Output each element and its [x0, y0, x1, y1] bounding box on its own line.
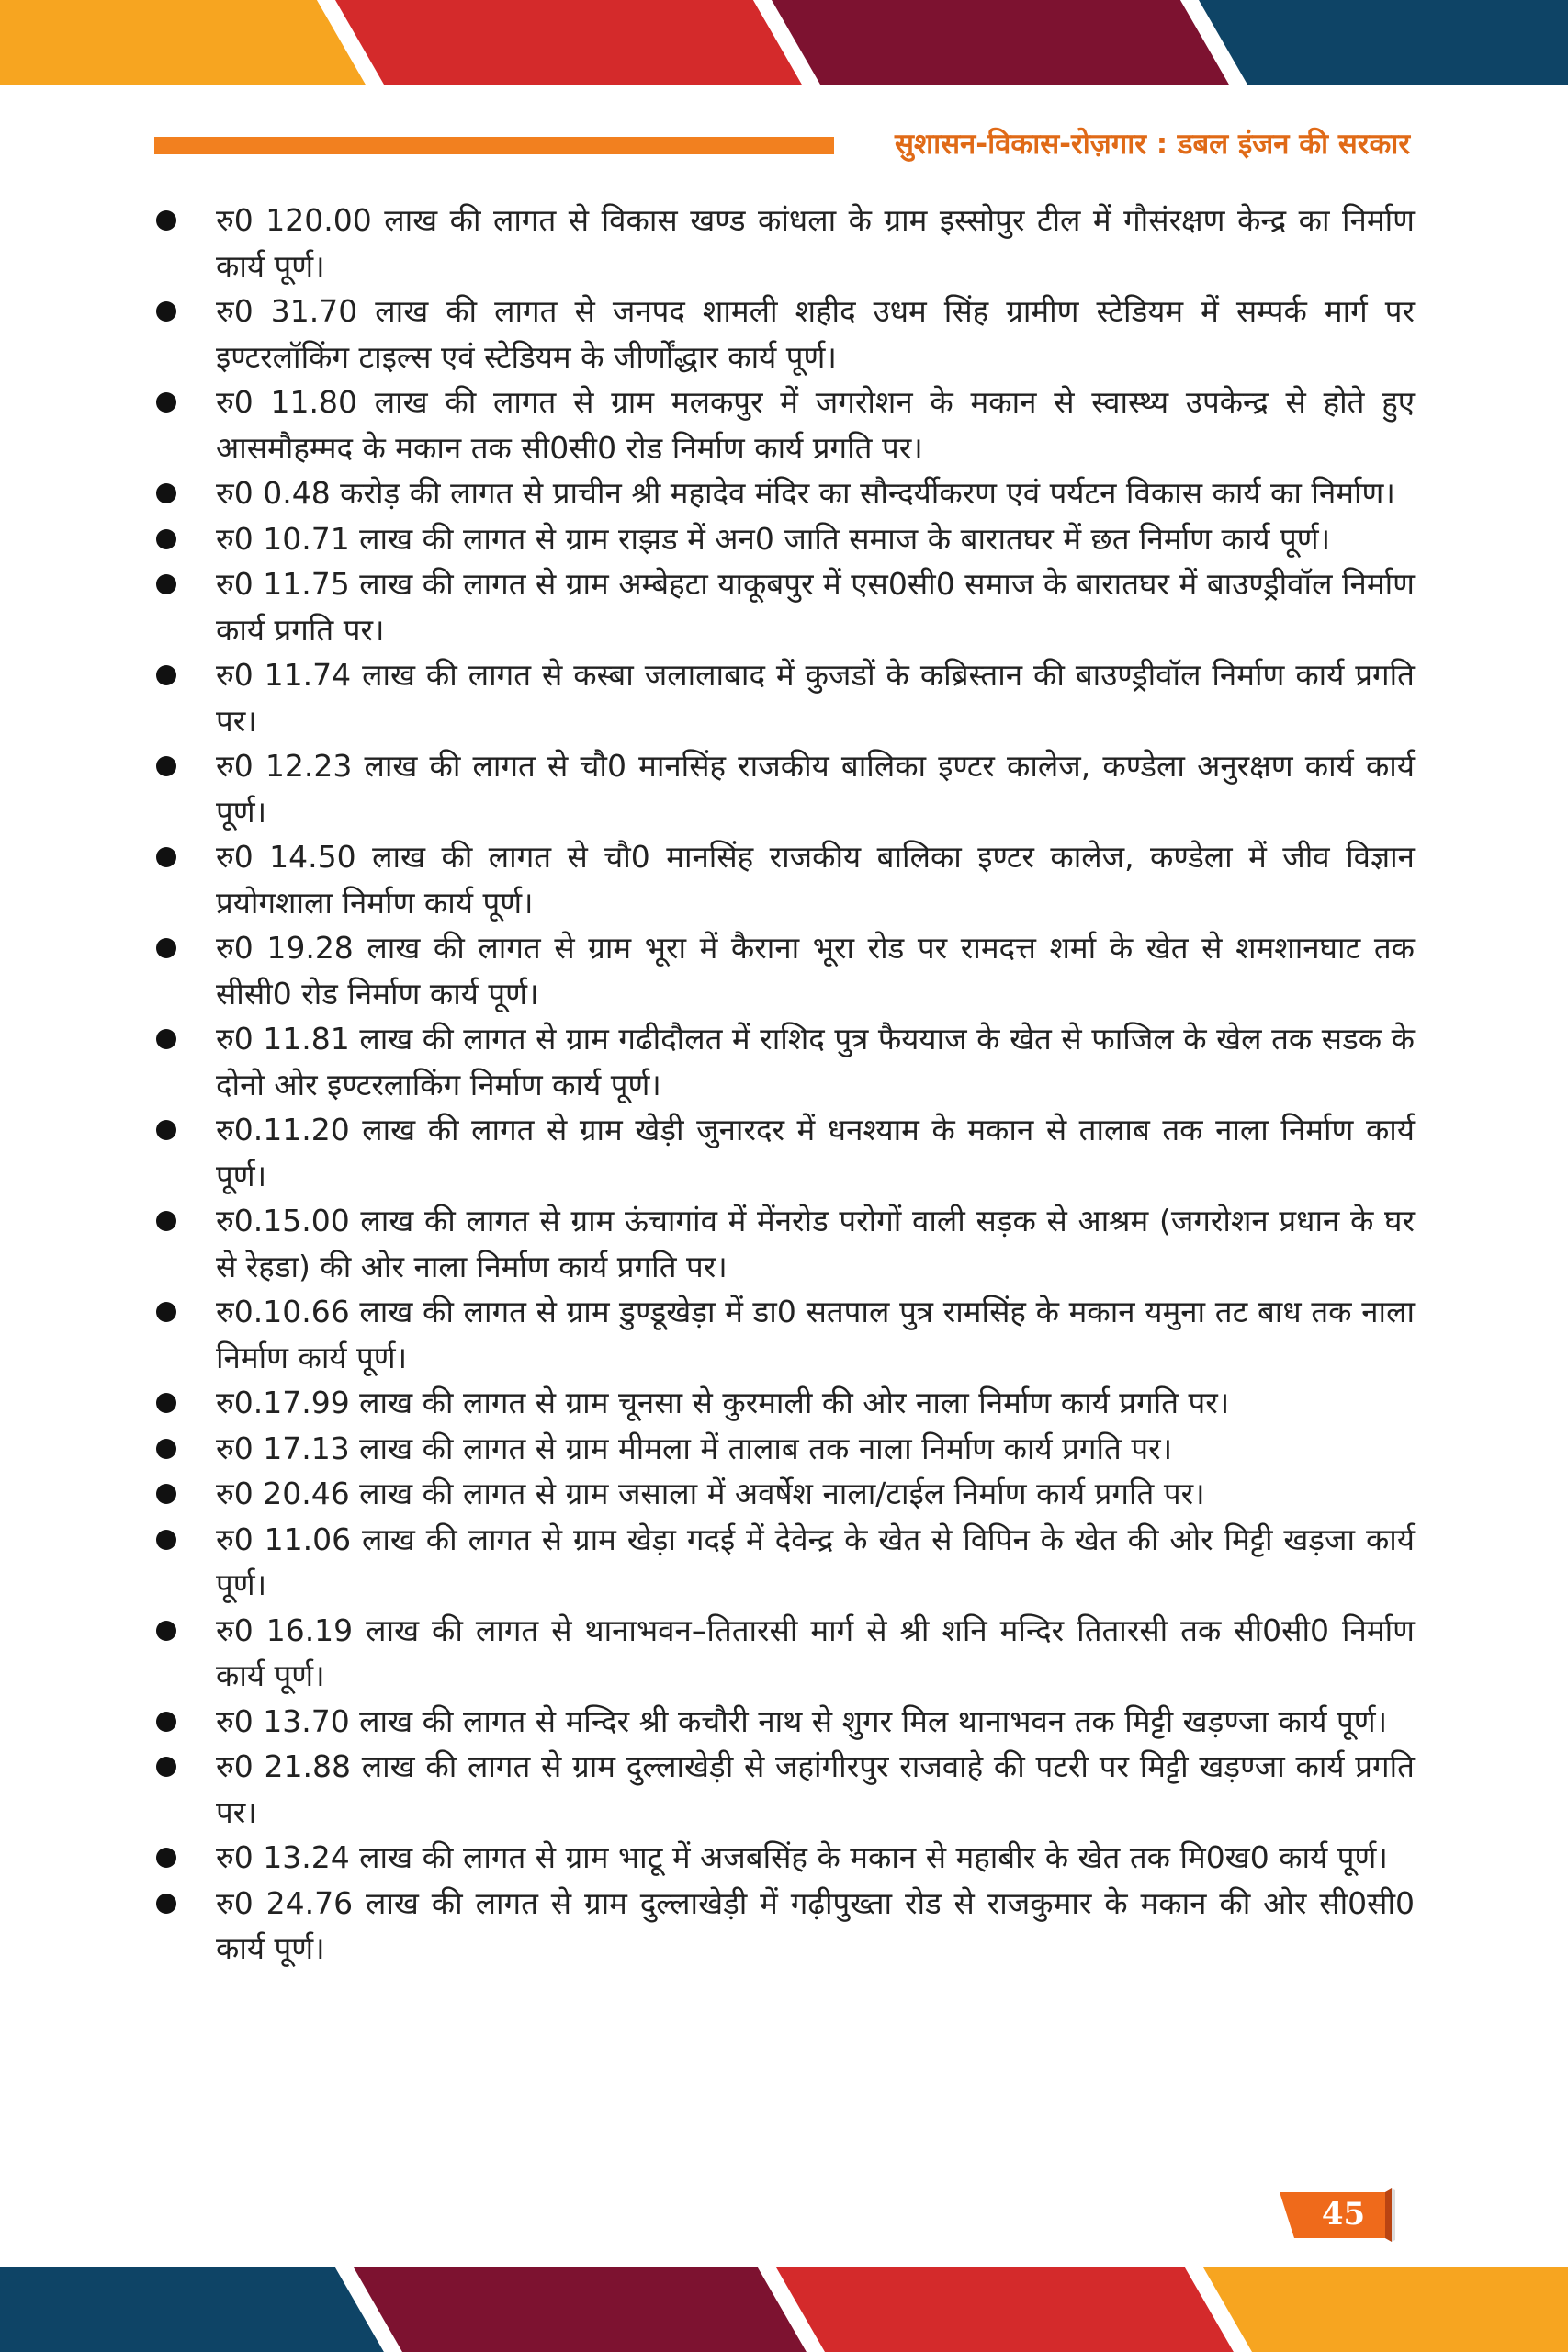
bullet-icon [156, 1894, 176, 1914]
bullet-icon [156, 1120, 176, 1140]
list-item [147, 561, 1415, 652]
top-band-orange [0, 0, 366, 85]
bullet-icon [156, 1029, 176, 1049]
list-item-text: रु0 13.24 लाख की लागत से ग्राम भाटू में अजबसिंह के मकान से महाबीर के खेत तक मि0ख0 कार्य पूर्ण। [216, 1839, 1388, 1875]
list-item [147, 1699, 1415, 1745]
list-item-text: रु0.11.20 लाख की लागत से ग्राम खेड़ी जुनारदर में धनश्याम के मकान से तालाब तक नाला निर्माण कार्य पूर्ण। [216, 1112, 1415, 1193]
bullet-icon [156, 529, 176, 549]
list-item [147, 1289, 1415, 1380]
list-item [147, 1517, 1415, 1608]
page-number: 45 [1321, 2196, 1366, 2233]
bullet-icon [156, 301, 176, 322]
list-item [147, 470, 1415, 516]
bottom-band-maroon [354, 2267, 807, 2352]
bullet-icon [156, 756, 176, 776]
list-item-text: रु0 13.70 लाख की लागत से मन्दिर श्री कचौरी नाथ से शुगर मिल थानाभवन तक मिट्टी खड़ण्जा कार्य पूर्ण। [216, 1702, 1388, 1739]
list-item-text: रु0 31.70 लाख की लागत से जनपद शामली शहीद उधम सिंह ग्रामीण स्टेडियम में सम्पर्क मार्ग पर इण्टरलॉकिंग टाइल्स एवं स्टेडियम के जीर्णोंद्धार कार्य पूर्ण। [216, 293, 1415, 375]
bullet-icon [156, 938, 176, 958]
list-item [147, 1744, 1415, 1835]
list-item [147, 1881, 1415, 1972]
bottom-band-orange [1203, 2267, 1568, 2352]
top-band-maroon [772, 0, 1229, 85]
list-item [147, 1471, 1415, 1517]
bullet-icon [156, 1530, 176, 1550]
bottom-band-red [776, 2267, 1234, 2352]
list-item-text: रु0 16.19 लाख की लागत से थानाभवन–तितारसी मार्ग से श्री शनि मन्दिर तितारसी तक सी0सी0 निर्माण कार्य पूर्ण। [216, 1611, 1415, 1693]
list-item-text: रु0 11.75 लाख की लागत से ग्राम अम्बेहटा याकूबपुर में एस0सी0 समाज के बारातघर में बाउण्ड्रीवॉल निर्माण कार्य प्रगति पर। [216, 566, 1415, 648]
list-item [147, 652, 1415, 743]
list-item-text: रु0 20.46 लाख की लागत से ग्राम जसाला में अवर्षेश नाला/टाईल निर्माण कार्य प्रगति पर। [216, 1476, 1205, 1511]
list-item-text: रु0 24.76 लाख की लागत से ग्राम दुल्लाखेड़ी में गढ़ीपुख्ता रोड से राजकुमार के मकान की ओर सी0सी0 कार्य पूर्ण। [216, 1884, 1415, 1966]
page-number-badge [1280, 2188, 1408, 2242]
bullet-icon [156, 1848, 176, 1868]
bullet-icon [156, 1712, 176, 1732]
bullet-icon [156, 1484, 176, 1504]
bullet-icon [156, 1302, 176, 1322]
list-item [147, 288, 1415, 379]
list-item-text: रु0 0.48 करोड़ की लागत से प्राचीन श्री महादेव मंदिर का सौन्दर्यीकरण एवं पर्यटन विकास कार्य का निर्माण। [216, 475, 1395, 511]
list-item [147, 1608, 1415, 1699]
list-item-text: रु0 12.23 लाख की लागत से चौ0 मानसिंह राजकीय बालिका इण्टर कालेज, कण्डेला अनुरक्षण कार्य कार्य पूर्ण। [216, 748, 1415, 830]
list-item-text: रु0 11.06 लाख की लागत से ग्राम खेड़ा गदई में देवेन्द्र के खेत से विपिन के खेत की ओर मिट्टी खड़जा कार्य पूर्ण। [216, 1521, 1415, 1602]
list-item [147, 198, 1415, 288]
top-decorative-band [0, 0, 1568, 85]
header-accent-bar [154, 137, 834, 154]
list-item-text: रु0 14.50 लाख की लागत से चौ0 मानसिंह राजकीय बालिका इण्टर कालेज, कण्डेला में जीव विज्ञान प्रयोगशाला निर्माण कार्य पूर्ण। [216, 839, 1415, 921]
list-item [147, 1198, 1415, 1289]
top-band-navy [1199, 0, 1568, 85]
bullet-icon [156, 665, 176, 685]
list-item [147, 1835, 1415, 1881]
list-item [147, 379, 1415, 470]
bullet-icon [156, 392, 176, 413]
bottom-band-navy [0, 2267, 384, 2352]
bullet-icon [156, 1439, 176, 1459]
list-item [147, 516, 1415, 562]
list-item-text: रु0 17.13 लाख की लागत से ग्राम मीमला में तालाब तक नाला निर्माण कार्य प्रगति पर। [216, 1430, 1173, 1466]
list-item [147, 743, 1415, 834]
list-item-text: रु0.10.66 लाख की लागत से ग्राम डुण्डूखेड़ा में डा0 सतपाल पुत्र रामसिंह के मकान यमुना तट बाध तक नाला निर्माण कार्य पूर्ण। [216, 1294, 1415, 1375]
bullet-icon [156, 847, 176, 867]
list-item-text: रु0.17.99 लाख की लागत से ग्राम चूनसा से कुरमाली की ओर नाला निर्माण कार्य प्रगति पर। [216, 1385, 1230, 1420]
list-item [147, 1107, 1415, 1198]
list-item [147, 925, 1415, 1016]
top-band-red [335, 0, 802, 85]
list-item-text: रु0 11.81 लाख की लागत से ग्राम गढीदौलत में राशिद पुत्र फैययाज के खेत से फाजिल के खेल तक सडक के दोनो ओर इण्टरलाकिंग निर्माण कार्य पूर्ण। [216, 1021, 1415, 1102]
bullet-icon [156, 210, 176, 231]
list-item [147, 1380, 1415, 1426]
list-item [147, 1426, 1415, 1472]
list-item [147, 1016, 1415, 1107]
bottom-decorative-band [0, 2267, 1568, 2352]
bullet-icon [156, 1621, 176, 1641]
list-item [147, 834, 1415, 925]
list-item-text: रु0 11.74 लाख की लागत से कस्बा जलालाबाद में कुजडों के कब्रिस्तान की बाउण्ड्रीवॉल निर्माण कार्य प्रगति पर। [216, 657, 1415, 739]
bullet-icon [156, 483, 176, 503]
list-item-text: रु0 21.88 लाख की लागत से ग्राम दुल्लाखेड़ी से जहांगीरपुर राजवाहे की पटरी पर मिट्टी खड़ण्जा कार्य प्रगति पर। [216, 1748, 1415, 1830]
list-item-text: रु0.15.00 लाख की लागत से ग्राम ऊंचागांव में मेंनरोड परोगों वाली सड़क से आश्रम (जगरोशन प्रधान के घर से रेहडा) की ओर नाला निर्माण कार्य प्रगति पर। [216, 1203, 1415, 1284]
list-item-text: रु0 11.80 लाख की लागत से ग्राम मलकपुर में जगरोशन के मकान से स्वास्थ्य उपकेन्द्र से होते हुए आसमौहम्मद के मकान तक सी0सी0 रोड निर्माण कार्य प्रगति पर। [216, 384, 1415, 466]
bullet-icon [156, 574, 176, 594]
list-item-text: रु0 19.28 लाख की लागत से ग्राम भूरा में कैराना भूरा रोड पर रामदत्त शर्मा के खेत से शमशानघाट तक सीसी0 रोड निर्माण कार्य पूर्ण। [216, 930, 1415, 1012]
bullet-icon [156, 1211, 176, 1231]
bullet-icon [156, 1757, 176, 1777]
project-list [147, 198, 1415, 1972]
header-title: सुशासन-विकास-रोज़गार : डबल इंजन की सरकार [895, 128, 1410, 161]
list-item-text: रु0 120.00 लाख की लागत से विकास खण्ड कांधला के ग्राम इस्सोपुर टील में गौसंरक्षण केन्द्र का निर्माण कार्य पूर्ण। [216, 202, 1415, 284]
list-item-text: रु0 10.71 लाख की लागत से ग्राम राझड में अन0 जाति समाज के बारातघर में छत निर्माण कार्य पूर्ण। [216, 520, 1331, 557]
bullet-icon [156, 1393, 176, 1413]
